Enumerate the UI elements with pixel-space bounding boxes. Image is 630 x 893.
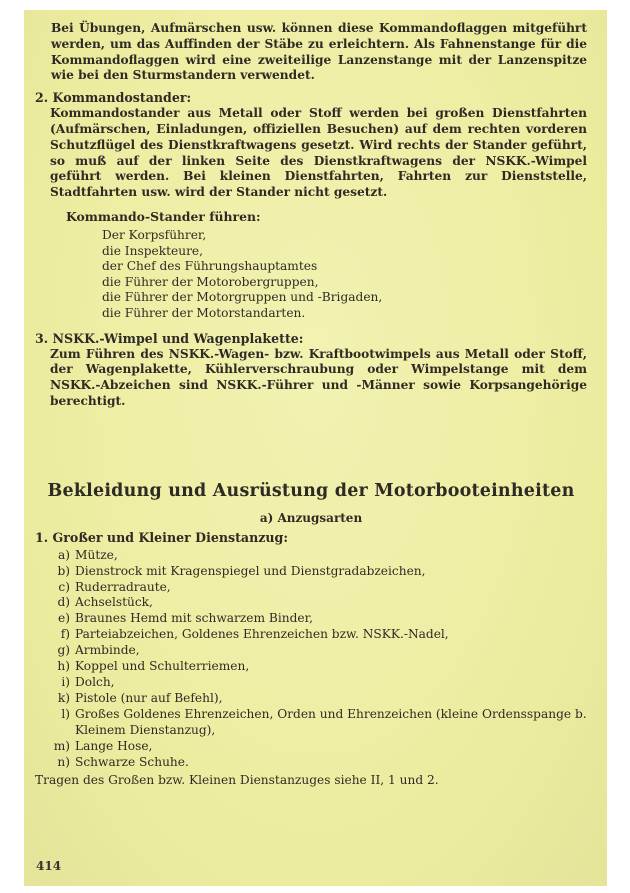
item-text: Schwarze Schuhe. — [75, 754, 189, 769]
item-letter: e) — [58, 611, 70, 626]
list-item — [51, 755, 587, 771]
item-letter: m) — [53, 738, 70, 753]
section-3-body: Zum Führen des NSKK.-Wagen- bzw. Kraftbootwimpels aus Metall oder Stoff, der Wagenplakette, Kühlerverschraubung oder Wimpelstange mit dem NSKK.-Abzeichen sind NSKK.-Führer und -Männer sowie Korpsangehörige berechtigt. — [50, 346, 587, 408]
chapter-subtitle: a) Anzugsarten — [259, 510, 363, 525]
item-letter: i) — [61, 674, 70, 689]
list-item — [51, 643, 587, 659]
list-item — [51, 739, 587, 755]
closing-note: Tragen des Großen bzw. Kleinen Dienstanzuges siehe II, 1 und 2. — [35, 773, 439, 788]
item-text: Ruderradraute, — [75, 579, 171, 594]
item-letter: g) — [57, 643, 70, 658]
item-letter: c) — [58, 579, 70, 594]
intro-paragraph: Bei Übungen, Aufmärschen usw. können diese Kommandoflaggen mitgeführt werden, um das Auffinden der Stäbe zu erleichtern. Als Fahnenstange für die Kommandoflaggen wird eine zweiteilige Lanzenstange mit der Lanzenspitze wie bei den Sturmstandern verwendet. — [51, 21, 587, 83]
item-text: Achselstück, — [75, 595, 153, 610]
section-2-title: Kommandostander: — [52, 90, 192, 106]
item-text: Lange Hose, — [75, 738, 153, 753]
section-2-heading — [35, 90, 587, 106]
chapter-title: Bekleidung und Ausrüstung der Motorbooteinheiten — [47, 480, 575, 501]
item-text: Mütze, — [75, 547, 118, 562]
document-page — [24, 10, 607, 886]
list-item — [51, 691, 587, 707]
list-item — [51, 707, 587, 739]
section-2-body: Kommandostander aus Metall oder Stoff werden bei großen Dienstfahrten (Aufmärschen, Einladungen, offiziellen Besuchen) auf dem rechten vorderen Schutzflügel des Dienstkraftwagens gesetzt. Wird rechts der Stander geführt, so muß auf der linken Seite des Dienstkraftwagens der NSKK.-Wimpel geführt werden. Bei kleinen Dienstfahrten, Fahrten zur Dienststelle, Stadtfahrten usw. wird der Stander nicht gesetzt. — [50, 106, 587, 200]
item-letter: a) — [57, 547, 70, 562]
item-letter: l) — [61, 706, 70, 721]
item-text: Dienstrock mit Kragenspiegel und Dienstgradabzeichen, — [75, 563, 426, 578]
list-item — [51, 595, 587, 611]
item-text: Armbinde, — [75, 643, 140, 658]
section-3-number: 3. — [35, 330, 49, 346]
item-text: Großes Goldenes Ehrenzeichen, Orden und Ehrenzeichen (kleine Ordensspange b. Kleinem Dienstanzug), — [75, 706, 587, 737]
item-text: Koppel und Schulterriemen, — [75, 659, 250, 674]
list-item — [51, 627, 587, 643]
section-2-number: 2. — [35, 90, 49, 106]
list-item: der Chef des Führungshauptamtes — [102, 259, 318, 274]
page-number: 414 — [36, 859, 62, 873]
section-3-heading — [35, 331, 587, 347]
item-text: Braunes Hemd mit schwarzem Binder, — [75, 611, 313, 626]
uniform-items-list — [51, 548, 587, 771]
list-item: Der Korpsführer, — [102, 227, 207, 242]
list-item — [51, 564, 587, 580]
item-letter: b) — [57, 563, 70, 578]
chapter-section-1-number: 1. — [35, 529, 49, 545]
section-2-list — [102, 228, 587, 322]
section-3-title: NSKK.-Wimpel und Wagenplakette: — [52, 330, 304, 346]
chapter-section-1-title: Großer und Kleiner Dienstanzug: — [52, 529, 289, 545]
item-letter: f) — [60, 627, 70, 642]
item-text: Dolch, — [75, 674, 115, 689]
list-item — [51, 675, 587, 691]
item-letter: n) — [57, 754, 70, 769]
list-item — [51, 548, 587, 564]
item-text: Pistole (nur auf Befehl), — [75, 690, 223, 705]
list-item: die Führer der Motorgruppen und -Brigaden, — [102, 290, 383, 305]
list-item — [51, 580, 587, 596]
list-item: die Inspekteure, — [102, 243, 203, 258]
list-item: die Führer der Motorobergruppen, — [102, 274, 319, 289]
item-letter: d) — [57, 595, 70, 610]
list-item — [51, 611, 587, 627]
section-2-sublabel: Kommando-Stander führen: — [66, 208, 261, 224]
list-item — [51, 659, 587, 675]
item-letter: h) — [57, 659, 70, 674]
item-letter: k) — [57, 690, 70, 705]
list-item: die Führer der Motorstandarten. — [102, 305, 306, 320]
item-text: Parteiabzeichen, Goldenes Ehrenzeichen bzw. NSKK.-Nadel, — [75, 627, 449, 642]
chapter-section-1-heading — [35, 530, 587, 546]
